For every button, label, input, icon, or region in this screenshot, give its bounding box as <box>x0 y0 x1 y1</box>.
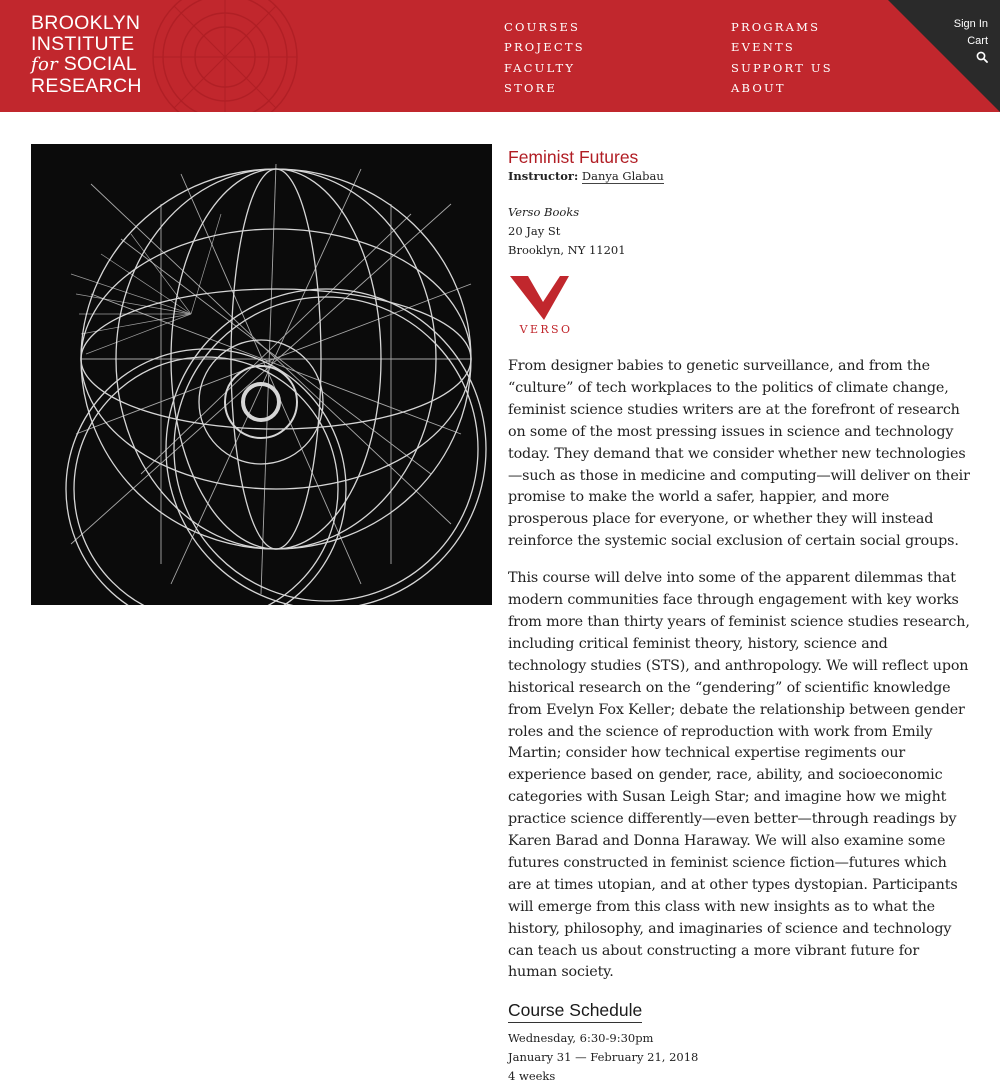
nav-projects[interactable]: PROJECTS <box>504 40 585 55</box>
search-icon[interactable] <box>976 51 988 63</box>
schedule-dates: January 31 — February 21, 2018 <box>508 1050 699 1065</box>
nav-store[interactable]: STORE <box>504 80 558 95</box>
geometric-sphere-artwork-icon <box>31 144 492 605</box>
schedule-length: 4 weeks <box>508 1069 556 1084</box>
utility-nav <box>954 16 988 69</box>
instructor-link[interactable]: Danya Glabau <box>581 169 664 183</box>
schedule-title: Course Schedule <box>508 998 642 1023</box>
course-schedule <box>508 1029 970 1086</box>
nav-support-us[interactable]: SUPPORT US <box>731 60 833 75</box>
main-nav-left <box>504 17 585 98</box>
logo-line-research: RESEARCH <box>31 74 142 97</box>
course-description-paragraph-2: This course will delve into some of the apparent dilemmas that modern communities face through engagement with key works from more than thirty years of feminist science studies research, including critical feminist theory, history, science and technology studies (STS), and anthropology. We will reflect upon historical research on the “gendering” of scientific knowledge from Evelyn Fox Keller; debate the relationship between gender roles and the science of reproduction with work from Emily Martin; consider how technical expertise regiments our experience based on gender, race, ability, and socioeconomic categories with Susan Leigh Star; and imagine how we might practice science differently—even better—through readings by Karen Barad and Donna Haraway. We will also examine some futures constructed in feminist science fiction—futures which are at times utopian, and at other types dystopian. Participants will emerge from this class with new insights as to what the history, philosophy, and imaginaries of science and technology can teach us about constructing a more vibrant future for human society. <box>508 570 970 981</box>
course-image <box>31 144 492 605</box>
nav-programs[interactable]: PROGRAMS <box>731 20 821 34</box>
venue-city: Brooklyn, NY 11201 <box>508 243 626 257</box>
seal-watermark-icon <box>150 0 300 112</box>
nav-about[interactable]: ABOUT <box>731 80 786 95</box>
course-details <box>508 146 970 1086</box>
main-nav-right <box>731 17 833 98</box>
schedule-day: Wednesday, 6:30-9:30pm <box>508 1031 654 1046</box>
nav-events[interactable]: EVENTS <box>731 40 795 55</box>
nav-courses[interactable]: COURSES <box>504 20 581 34</box>
course-title: Feminist Futures <box>508 147 639 167</box>
logo-line-for-social <box>31 54 142 76</box>
cart-link[interactable]: Cart <box>967 34 988 47</box>
site-logo[interactable] <box>31 13 142 96</box>
logo-word-for: for <box>31 54 59 75</box>
site-header <box>0 0 1000 112</box>
verso-v-logo-icon <box>508 274 582 336</box>
verso-logo-text: VERSO <box>519 323 573 336</box>
nav-faculty[interactable]: FACULTY <box>504 60 576 75</box>
venue-name: Verso Books <box>508 205 580 219</box>
logo-line-institute: INSTITUTE <box>31 32 135 55</box>
instructor-line <box>508 168 970 185</box>
logo-word-social: SOCIAL <box>63 53 138 75</box>
venue-address <box>508 203 970 260</box>
instructor-label: Instructor: <box>508 169 579 183</box>
course-description-paragraph-1: From designer babies to genetic surveillance, and from the “culture” of tech workplaces to the politics of climate change, feminist science studies writers are at the forefront of research on some of the most pressing issues in science and technology today. They demand that we consider whether new technologies—such as those in medicine and computing—will deliver on their promise to make the world a safer, happier, and more prosperous place for everyone, or whether they will instead reinforce the systemic social exclusion of certain social groups. <box>508 358 970 550</box>
logo-line-brooklyn: BROOKLYN <box>31 12 141 34</box>
venue-street: 20 Jay St <box>508 224 561 238</box>
sign-in-link[interactable]: Sign In <box>953 18 988 30</box>
verso-logo <box>508 274 582 336</box>
